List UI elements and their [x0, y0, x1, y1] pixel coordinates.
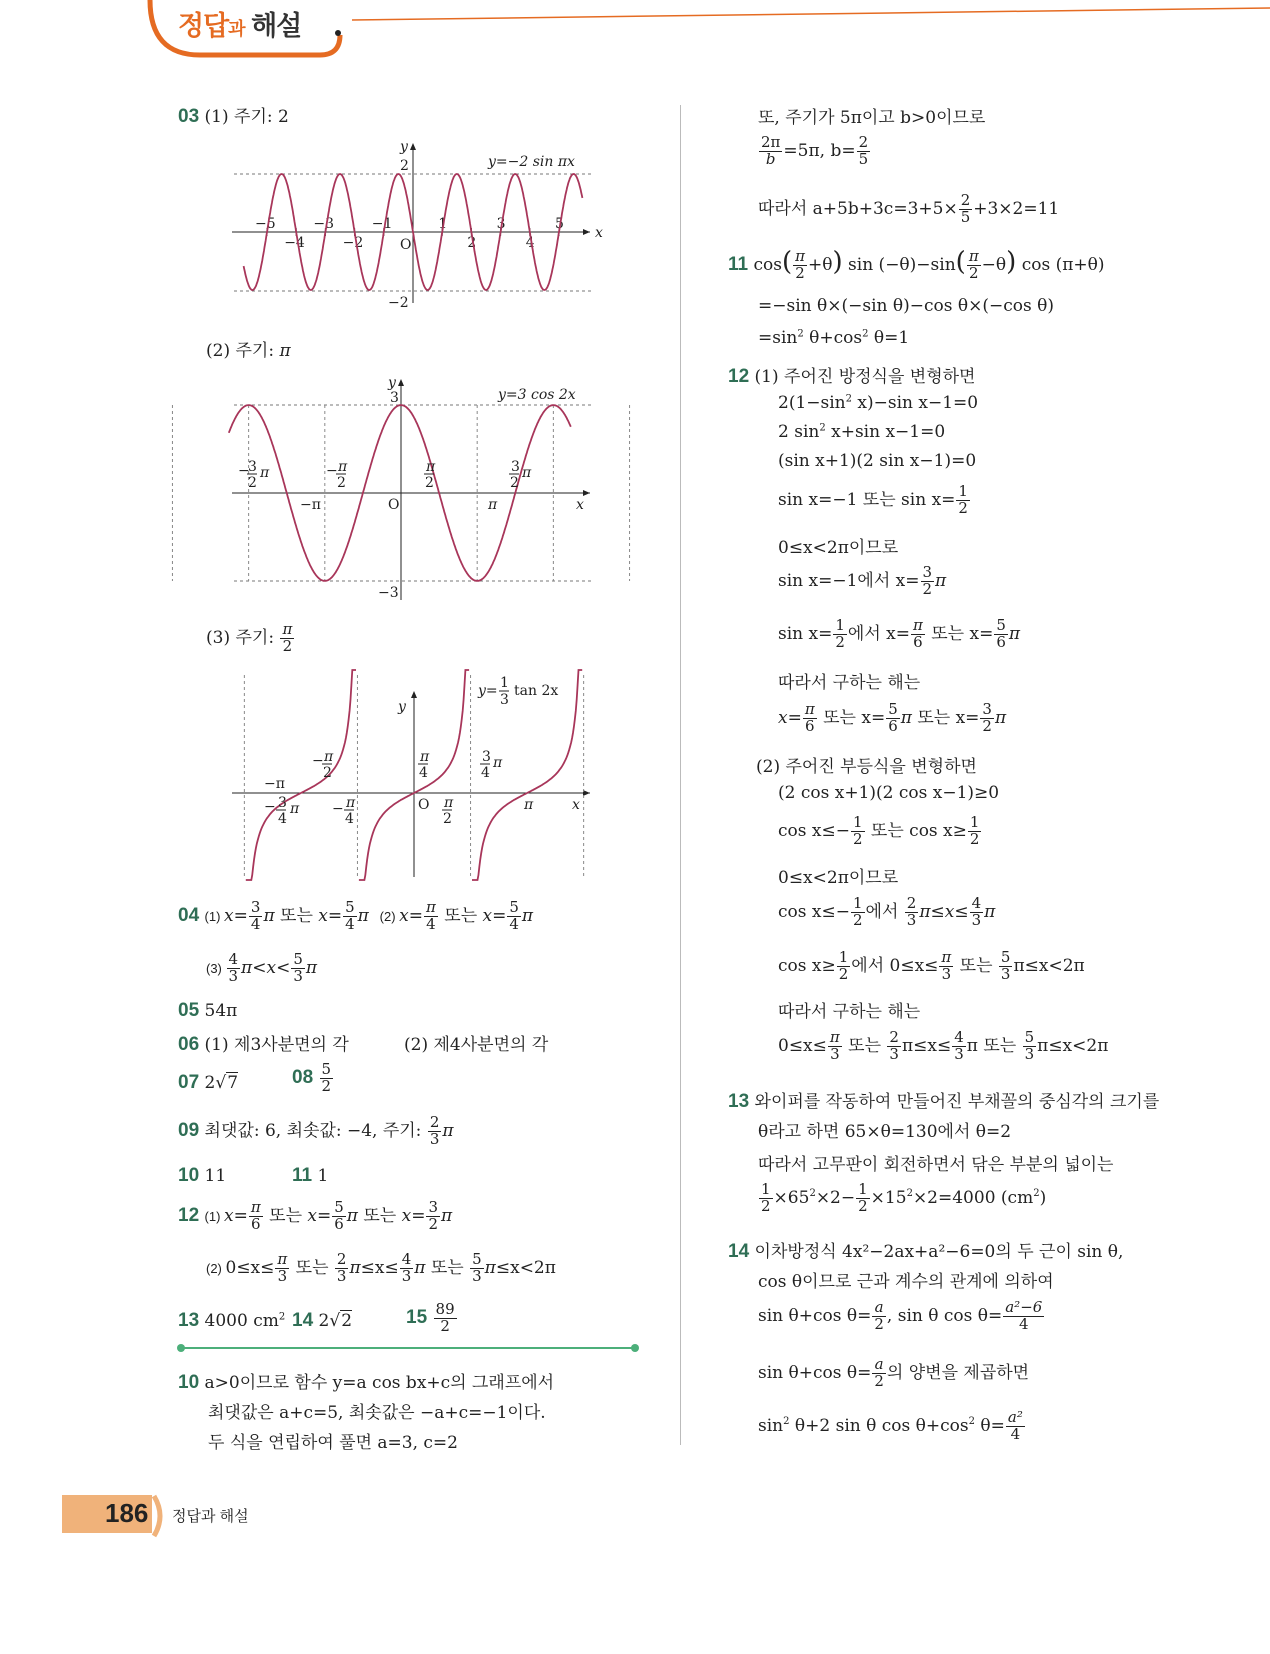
- explanation-11: 11 cos( $\frac{\pi}{2}$ +θ) sin (−θ)−sin( $\frac{\pi}{2}$ −θ) cos (π+θ): [728, 247, 1105, 282]
- g3-tick-pi4: [418, 749, 430, 781]
- svg-text:π: π: [338, 459, 348, 475]
- svg-text:−: −: [326, 463, 338, 479]
- e12-m7: 0≤x≤ $\frac{\pi}{3}$ 또는 $\frac{2}{3}$ π≤x≤ $\frac{4}{3}$ π 또는 $\frac{5}{3}$ π≤x<2π: [778, 1028, 1109, 1063]
- explanation-11-line3: $=\sin^2$ $\theta+\cos^2$ θ=1: [758, 328, 910, 348]
- e12-l8: 따라서 구하는 해는: [778, 673, 921, 693]
- explanation-13: 13 와이퍼를 작동하여 만들어진 부채꼴의 중심각의 크기를: [728, 1091, 1160, 1112]
- svg-text:y=: y=: [478, 683, 498, 699]
- e12-l2: 2 $\sin^2 x+\sin$ x−1=0: [778, 422, 946, 442]
- e12-l5: 0≤x<2π이므로: [778, 538, 899, 558]
- column-divider: [680, 105, 681, 1445]
- g3-tick-m3pi4: [264, 795, 300, 827]
- svg-text:π: π: [444, 795, 454, 811]
- svg-text:3: 3: [248, 459, 257, 475]
- g1-tick-label: −3: [313, 216, 335, 232]
- g1-tick-label: 2: [467, 235, 477, 251]
- r-line-1: 또, 주기가 5π이고 b>0이므로: [758, 108, 986, 128]
- answer-03-2: (2) 주기: π: [206, 341, 291, 361]
- g1-origin: O: [400, 237, 412, 253]
- g3-tick-mpi: −π: [264, 776, 285, 792]
- g1-tick-label: −4: [284, 235, 305, 251]
- svg-text:π: π: [522, 465, 532, 481]
- g3-tick-pi2: [442, 795, 454, 827]
- svg-text:2: 2: [248, 475, 257, 491]
- svg-text:3: 3: [500, 692, 509, 708]
- e12-m3: 0≤x<2π이므로: [778, 868, 899, 888]
- graph-sine: [220, 135, 603, 315]
- explanation-11-line2: =−sin θ×(−sin θ)−cos θ×(−cos θ): [758, 296, 1054, 316]
- svg-text:π: π: [346, 795, 356, 811]
- svg-text:2: 2: [510, 475, 519, 491]
- e12-l3: (sin x+1)(2 sin x−1)=0: [778, 451, 977, 471]
- e14-l3: sin θ+cos θ= $\frac{a}{2}$ , sin θ cos θ= $\frac{\text{a²−6}}{4}$: [758, 1298, 1043, 1333]
- g2-x-label: x: [576, 497, 584, 513]
- g1-tick-2: 2: [400, 158, 409, 174]
- svg-text:3: 3: [482, 749, 491, 765]
- answer-12-2: (2) 0≤x≤ $\frac{\pi}{3}$ 또는 $\frac{2}{3}$ π≤x≤ $\frac{4}{3}$ π 또는 $\frac{5}{3}$ π≤x<2π: [206, 1250, 556, 1285]
- g1-tick-label: 5: [555, 216, 564, 232]
- g3-equation: [477, 675, 558, 708]
- explanation-14: 14 이차방정식 4x²−2ax+a²−6=0의 두 근이 sin θ,: [728, 1241, 1124, 1262]
- page-number: 186: [105, 1498, 149, 1528]
- svg-text:1: 1: [500, 675, 509, 691]
- svg-text:4: 4: [278, 811, 287, 827]
- e14-l4: sin θ+cos θ= $\frac{a}{2}$ 의 양변을 제곱하면: [758, 1355, 1030, 1390]
- e14-l5: $\sin^2 \theta+2$ sin θ $\cos \theta+\cos^2$ θ= $\frac{\text{a²}}{4}$: [758, 1408, 1023, 1443]
- answer-13: 13 4000 $cm^2$: [178, 1310, 286, 1331]
- g2-tick-pi: π: [488, 497, 498, 513]
- answer-03: 03 (1) 주기: 2: [178, 106, 289, 127]
- g2-tick-m3: −3: [378, 585, 399, 601]
- explanation-10-line2: 최댓값은 a+c=5, 최솟값은 −a+c=−1이다.: [208, 1403, 546, 1423]
- e12-m1: (2 cos x+1)(2 cos x−1)≥0: [778, 783, 1000, 803]
- explanation-12: 12 (1) 주어진 방정식을 변형하면: [728, 366, 976, 387]
- g1-tick-label: 4: [525, 235, 535, 251]
- g2-origin: O: [388, 497, 400, 513]
- r-line-3: 따라서 a+5b+3c=3+5× $\frac{2}{5}$ +3×2=11: [758, 191, 1060, 226]
- svg-text:tan 2x: tan 2x: [514, 683, 559, 699]
- g3-y-label: y: [398, 699, 406, 715]
- svg-text:2: 2: [425, 475, 434, 491]
- footer-label: 정답과 해설: [172, 1508, 249, 1525]
- answer-05: 05 54π: [178, 1000, 238, 1021]
- answer-12: 12 (1) x= $\frac{\pi}{6}$ 또는 x= $\frac{5}{6}$ π 또는 x= $\frac{3}{2}$ π: [178, 1198, 453, 1233]
- svg-text:π: π: [493, 755, 503, 771]
- svg-text:2: 2: [443, 811, 452, 827]
- e13-l4: $\frac{1}{2}$ $\times 65^2\times 2-$ $\frac{1}{2}$ $\times 15^2\times 2=4000$ $(cm^2)$: [761, 1180, 1047, 1215]
- svg-text:4: 4: [345, 811, 354, 827]
- svg-text:−: −: [312, 753, 324, 769]
- g3-x-label: x: [572, 797, 580, 813]
- answer-09: 09 최댓값: 6, 최솟값: −4, 주기: $\frac{2}{3}$ π: [178, 1113, 454, 1148]
- answer-10: 10 11: [178, 1165, 227, 1186]
- e12-h2: (2) 주어진 부등식을 변형하면: [756, 757, 977, 777]
- g3-tick-3pi4: [480, 749, 503, 781]
- g1-y-label: y: [400, 139, 408, 155]
- svg-text:π: π: [420, 749, 430, 765]
- g3-tick-mpi4: [332, 795, 356, 827]
- g2-tick-mpi: −π: [300, 497, 321, 513]
- answer-11: 11 1: [292, 1165, 329, 1186]
- g1-tick-label: 1: [438, 216, 448, 232]
- header-title: 정답과 해설: [178, 11, 302, 41]
- answer-04: 04 (1) x= $\frac{3}{4}$ π 또는 x= $\frac{5}{4}$ π (2) x= $\frac{\pi}{4}$ 또는 x= $\frac{5}{4}$ π: [178, 898, 534, 933]
- e12-m5: cos x≥ $\frac{1}{2}$ 에서 0≤x≤ $\frac{\pi}{3}$ 또는 $\frac{5}{3}$ π≤x<2π: [778, 948, 1085, 983]
- g1-tick-label: −2: [342, 235, 364, 251]
- e12-l6: sin x=−1에서 x= $\frac{3}{2}$ π: [778, 563, 947, 598]
- g1-tick-m2: −2: [388, 295, 409, 311]
- g2-tick-mpi2: [326, 459, 348, 491]
- g3-tick-pi: π: [524, 797, 534, 813]
- e12-m4: cos x≤− $\frac{1}{2}$ 에서 $\frac{2}{3}$ π≤x≤ $\frac{4}{3}$ π: [778, 894, 996, 929]
- e12-m6: 따라서 구하는 해는: [778, 1002, 921, 1022]
- g1-tick-label: 3: [496, 216, 506, 232]
- g1-tick-label: −1: [371, 216, 393, 232]
- answer-04-3: (3) $\frac{4}{3}$ π<x< $\frac{5}{3}$ π: [206, 950, 318, 985]
- g3-tick-mpi2: [312, 749, 334, 781]
- svg-text:π: π: [260, 465, 270, 481]
- g1-tick-label: −5: [255, 216, 276, 232]
- g1-equation: y=−2 sin πx: [488, 154, 575, 170]
- g1-x-label: x: [595, 225, 603, 241]
- svg-text:−: −: [238, 463, 250, 479]
- e13-l2: θ라고 하면 65×θ=130에서 θ=2: [758, 1122, 1012, 1142]
- g2-equation: y=3 cos 2x: [498, 387, 576, 403]
- e13-l3: 따라서 고무판이 회전하면서 닦은 부분의 넓이는: [758, 1155, 1114, 1175]
- g3-origin: O: [418, 797, 430, 813]
- svg-text:4: 4: [481, 765, 490, 781]
- svg-text:3: 3: [511, 459, 520, 475]
- svg-text:2: 2: [337, 475, 346, 491]
- answer-08: 08 $\frac{5}{2}$: [292, 1060, 332, 1095]
- graph-cosine: [220, 375, 600, 615]
- section-rule: [181, 1347, 635, 1349]
- answer-03-3: (3) 주기: $\frac{\pi}{2}$: [206, 620, 293, 655]
- e12-l1: $2(1-\sin^2$ x)−sin x−1=0: [778, 393, 979, 413]
- g2-tick-m3pi2: [238, 459, 270, 491]
- svg-text:−: −: [264, 799, 276, 815]
- answer-06: 06 (1) 제3사분면의 각: [178, 1034, 349, 1055]
- chevron-right-icon: [152, 1494, 168, 1538]
- tangent-branch: [246, 670, 356, 880]
- answer-15: 15 $\frac{89}{2}$: [406, 1300, 455, 1335]
- e12-l9: x= $\frac{\pi}{6}$ 또는 x= $\frac{5}{6}$ π 또는 x= $\frac{3}{2}$ π: [778, 700, 1007, 735]
- svg-text:4: 4: [419, 765, 428, 781]
- e14-l2: cos θ이므로 근과 계수의 관계에 의하여: [758, 1272, 1054, 1292]
- svg-text:π: π: [426, 459, 436, 475]
- g2-tick-3: 3: [390, 390, 399, 406]
- svg-text:π: π: [290, 801, 300, 817]
- e12-l7: sin x= $\frac{1}{2}$ 에서 x= $\frac{\pi}{6}$ 또는 x= $\frac{5}{6}$ π: [778, 616, 1021, 651]
- e12-l4: sin x=−1 또는 sin x= $\frac{1}{2}$: [778, 482, 968, 517]
- r-line-2: $\frac{2\pi}{b}$ =5π, b= $\frac{2}{5}$: [761, 133, 869, 168]
- svg-text:3: 3: [278, 795, 287, 811]
- g2-y-label: y: [388, 375, 396, 391]
- answer-06-2: (2) 제4사분면의 각: [404, 1035, 549, 1055]
- svg-text:2: 2: [323, 765, 332, 781]
- answer-14: 14 2√2: [292, 1310, 353, 1331]
- answer-07: 07 2√7: [178, 1072, 239, 1093]
- explanation-10-line3: 두 식을 연립하여 풀면 a=3, c=2: [208, 1433, 458, 1453]
- explanation-10: 10 a>0이므로 함수 y=a cos bx+c의 그래프에서: [178, 1372, 555, 1393]
- svg-text:−: −: [332, 801, 344, 817]
- e12-m2: cos x≤− $\frac{1}{2}$ 또는 cos x≥ $\frac{1}{2}$: [778, 813, 980, 848]
- svg-text:π: π: [324, 749, 334, 765]
- graph-tangent: [220, 665, 600, 885]
